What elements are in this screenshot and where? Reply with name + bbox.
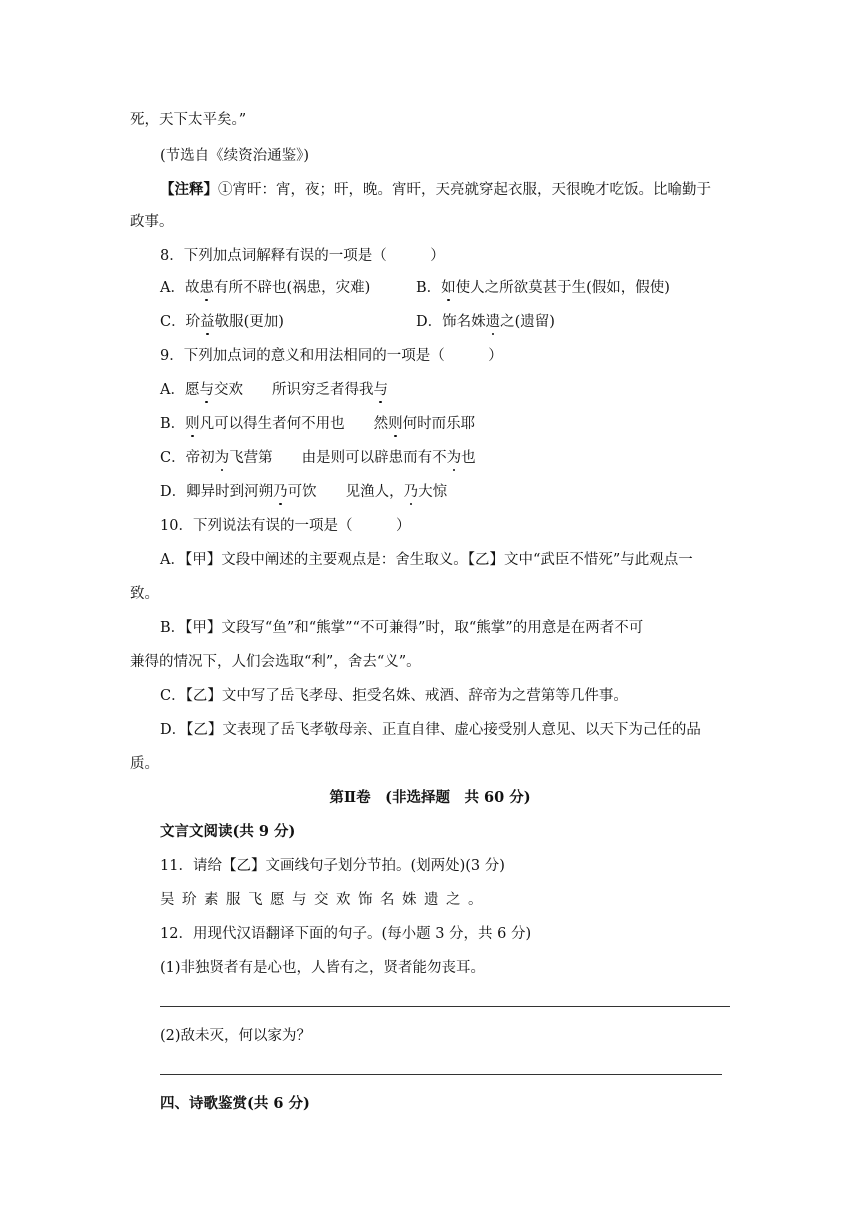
emphasis-dot-char: 乃 (403, 484, 419, 500)
q10-option-b-line2: 兼得的情况下，人们会选取“利”，舍去“义”。 (130, 654, 421, 670)
passage-tail-line: 死，天下太平矣。” (130, 112, 247, 128)
emphasis-dot-char: 与 (199, 382, 214, 398)
emphasis-dot-char: 益 (200, 314, 215, 330)
emphasis-dot-char: 如 (441, 280, 456, 296)
emphasis-dot-char: 则 (185, 416, 200, 432)
q8-stem: 8．下列加点词解释有误的一项是（ ） (160, 248, 445, 264)
q8-option-d: D．饰名姝遗之(遗留) (416, 314, 555, 330)
q10-option-c: C．【乙】文中写了岳飞孝母、拒受名姝、戒酒、辞帝为之营第等几件事。 (160, 688, 628, 704)
annotation-text: ①宵旰：宵，夜；旰，晚。宵旰，天亮就穿起衣服，天很晚才吃饭。比喻勤于 (218, 182, 711, 198)
section-poetry-heading: 四、诗歌鉴赏(共 6 分) (160, 1095, 310, 1112)
answer-line-1 (160, 1006, 730, 1007)
q10-option-d-line1: D．【乙】文表现了岳飞孝敬母亲、正直自律、虚心接受别人意见、以天下为己任的品 (160, 722, 701, 738)
q9-option-a: A．愿与交欢 所识穷乏者得我与 (160, 382, 388, 398)
q10-option-a-line2: 致。 (130, 586, 159, 602)
emphasis-dot-char: 为 (214, 450, 230, 466)
q8-option-a: A．故患有所不辟也(祸患，灾难) (160, 280, 371, 296)
q11-sentence: 吴玠素服飞愿与交欢饰名姝遗之。 (160, 892, 490, 908)
q10-stem: 10．下列说法有误的一项是（ ） (160, 518, 411, 534)
q10-option-d-line2: 质。 (130, 756, 159, 772)
part2-title: 第Ⅱ卷 (非选择题 共 60 分) (329, 789, 531, 806)
emphasis-dot-char: 为 (446, 450, 462, 466)
q8-option-c: C．玠益敬服(更加) (160, 314, 284, 330)
passage-source: (节选自《续资治通鉴》) (160, 148, 310, 164)
annotation-label: 【注释】 (160, 181, 218, 198)
emphasis-dot-char: 与 (373, 382, 388, 398)
q8-option-b: B．如使人之所欲莫甚于生(假如，假使) (416, 280, 670, 296)
q10-option-b-line1: B．【甲】文段写“鱼”和“熊掌”“不可兼得”时，取“熊掌”的用意是在两者不可 (160, 620, 644, 636)
annotation-line-1 (160, 180, 711, 200)
q9-option-d: D．卿异时到河朔乃可饮 见渔人，乃大惊 (160, 484, 448, 500)
section-classical-heading: 文言文阅读(共 9 分) (160, 823, 296, 840)
q12-stem: 12．用现代汉语翻译下面的句子。(每小题 3 分，共 6 分) (160, 926, 532, 942)
emphasis-dot-char: 乃 (273, 484, 288, 500)
emphasis-dot-char: 遗 (485, 314, 501, 330)
emphasis-dot-char: 则 (388, 416, 403, 432)
q9-option-b: B．则凡可以得生者何不用也 然则何时而乐耶 (160, 416, 476, 432)
emphasis-dot-char: 患 (199, 280, 214, 296)
q12-item-1: (1)非独贤者有是心也，人皆有之，贤者能勿丧耳。 (160, 960, 486, 976)
q9-stem: 9．下列加点词的意义和用法相同的一项是（ ） (160, 348, 503, 364)
q9-option-c: C．帝初为飞营第 由是则可以辟患而有不为也 (160, 450, 476, 466)
annotation-line-2: 政事。 (130, 214, 174, 230)
q12-item-2: (2)敌未灭，何以家为？ (160, 1028, 312, 1044)
q10-option-a-line1: A．【甲】文段中阐述的主要观点是：舍生取义。【乙】文中“武臣不惜死”与此观点一 (160, 552, 693, 568)
answer-line-2 (160, 1074, 722, 1075)
q11-stem: 11．请给【乙】文画线句子划分节拍。(划两处)(3 分) (160, 858, 505, 874)
